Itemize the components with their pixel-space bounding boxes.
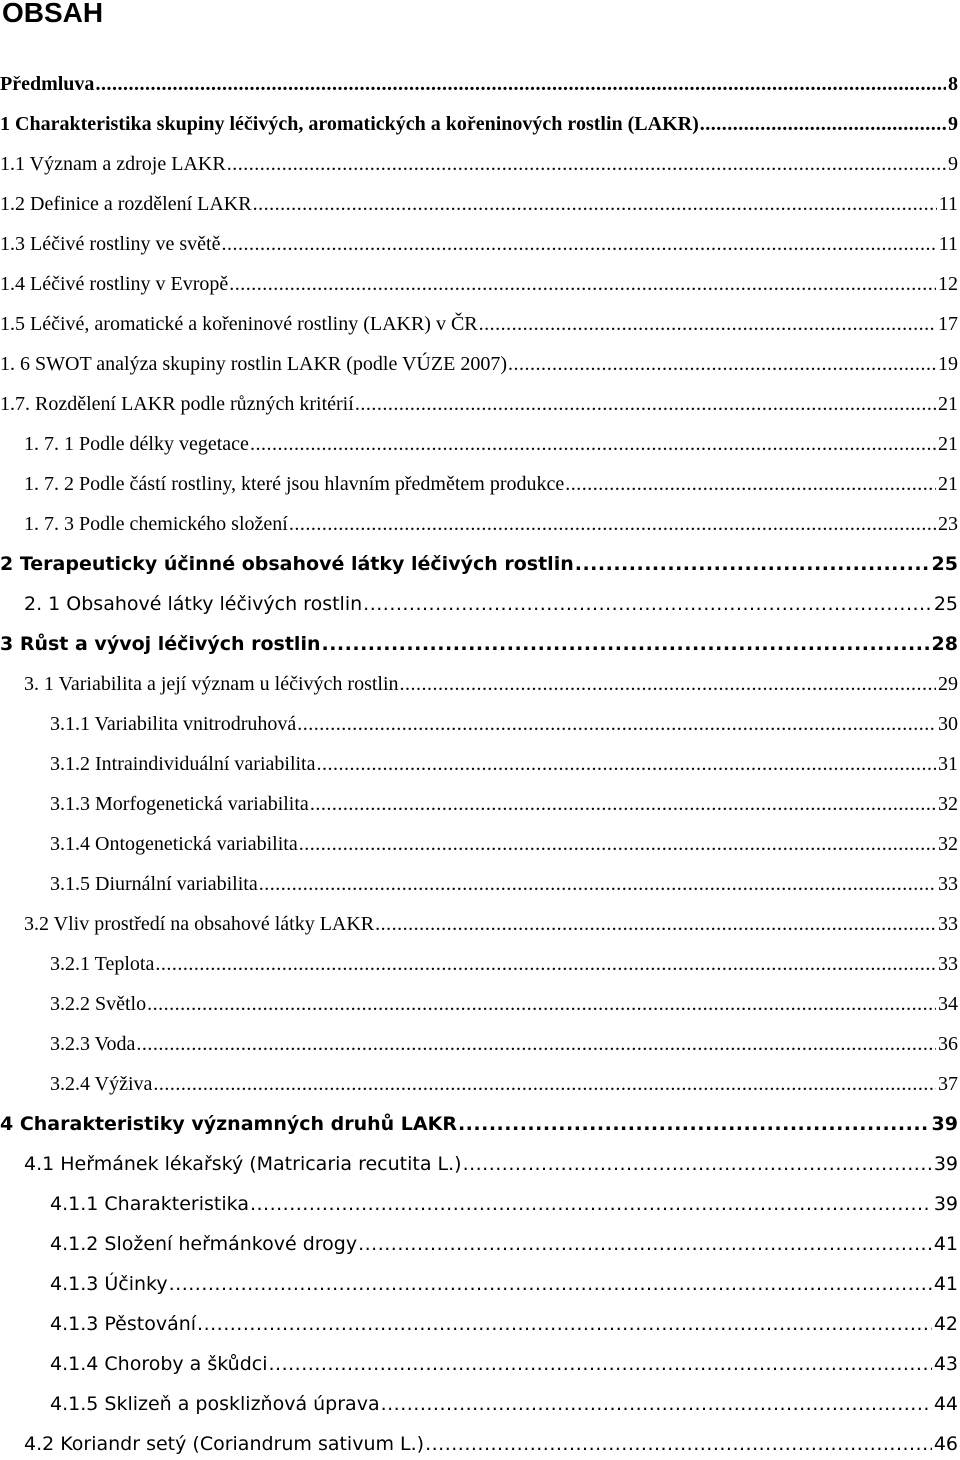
toc-entry-label: 4.1.3 Pěstování [50,1313,197,1335]
toc-entry-label: 1.4 Léčivé rostliny v Evropě [0,273,229,295]
toc-entry-page: 33 [938,913,958,935]
toc-entry-label: 4.1.2 Složení heřmánkové drogy [50,1233,358,1255]
toc-leader-dots [197,1308,932,1340]
toc-entry[interactable] [50,1188,958,1220]
toc-entry[interactable] [50,828,958,860]
toc-entry[interactable] [24,668,958,700]
toc-entry-page: 44 [933,1393,958,1415]
toc-leader-dots [253,188,937,220]
toc-entry-page: 34 [938,993,958,1015]
toc-leader-dots [297,708,936,740]
toc-entry-label: 3. 1 Variabilita a její význam u léčivých rostlin [24,673,399,695]
toc-entry-label: 3.2.4 Výživa [50,1073,153,1095]
toc-entry[interactable] [50,748,958,780]
toc-leader-dots [95,68,946,100]
toc-entry-label: 4.2 Koriandr setý (Coriandrum sativum L.) [24,1433,425,1455]
toc-leader-dots [700,108,946,140]
toc-entry-page: 39 [931,1113,958,1135]
toc-entry-page: 11 [938,233,958,255]
toc-entry-label: 4.1.1 Charakteristika [50,1193,249,1215]
toc-entry[interactable] [24,1428,958,1460]
toc-leader-dots [479,308,936,340]
toc-entry-label: 4.1.3 Účinky [50,1273,168,1295]
toc-entry[interactable] [50,1228,958,1260]
toc-entry[interactable] [0,628,958,660]
toc-leader-dots [317,748,937,780]
toc-entry-page: 19 [938,353,958,375]
toc-leader-dots [250,1188,932,1220]
toc-entry-page: 17 [938,313,958,335]
toc-entry[interactable] [50,1348,958,1380]
toc-entry-label: 3.1.4 Ontogenetická variabilita [50,833,298,855]
toc-entry-page: 42 [933,1313,958,1335]
toc-entry-label: 4.1.4 Choroby a škůdci [50,1353,268,1375]
toc-leader-dots [222,228,937,260]
toc-entry-label: 1.5 Léčivé, aromatické a kořeninové rostliny (LAKR) v ČR [0,313,478,335]
toc-entry-label: 4 Charakteristiky významných druhů LAKR [0,1113,457,1135]
toc-leader-dots [169,1268,932,1300]
toc-entry-label: 1.1 Význam a zdroje LAKR [0,153,226,175]
toc-entry-label: 3.2.3 Voda [50,1033,136,1055]
toc-entry[interactable] [24,428,958,460]
toc-entry-label: 2 Terapeuticky účinné obsahové látky léčivých rostlin [0,553,574,575]
toc-entry-page: 33 [938,873,958,895]
toc-entry-page: 30 [938,713,958,735]
toc-entry[interactable] [50,1268,958,1300]
toc-entry-page: 9 [948,153,958,175]
toc-entry-label: 1.3 Léčivé rostliny ve světě [0,233,221,255]
toc-entry-page: 21 [938,473,958,495]
toc-leader-dots [375,908,936,940]
toc-leader-dots [299,828,936,860]
toc-entry[interactable] [0,108,958,140]
toc-entry[interactable] [0,308,958,340]
toc-entry-page: 25 [933,593,958,615]
toc-entry-page: 21 [938,433,958,455]
toc-entry-page: 46 [933,1433,958,1455]
toc-entry[interactable] [24,588,958,620]
toc-entry[interactable] [24,468,958,500]
toc-entry-label: 1.2 Definice a rozdělení LAKR [0,193,252,215]
toc-leader-dots [289,508,936,540]
toc-leader-dots [363,588,932,620]
toc-entry-page: 31 [938,753,958,775]
toc-leader-dots [310,788,936,820]
toc-leader-dots [508,348,936,380]
toc-entry-page: 32 [938,793,958,815]
toc-entry[interactable] [50,948,958,980]
toc-entry-label: 3.1.1 Variabilita vnitrodruhová [50,713,297,735]
toc-entry-page: 37 [938,1073,958,1095]
toc-entry[interactable] [50,1388,958,1420]
toc-entry[interactable] [0,268,958,300]
toc-leader-dots [259,868,936,900]
toc-entry-label: 3.1.3 Morfogenetická variabilita [50,793,309,815]
toc-entry-page: 33 [938,953,958,975]
toc-entry-page: 25 [931,553,958,575]
toc-entry-page: 28 [931,633,958,655]
toc-entry-page: 39 [933,1193,958,1215]
toc-entry-page: 9 [948,113,958,135]
toc-entry[interactable] [50,788,958,820]
toc-entry-page: 12 [938,273,958,295]
toc-entry-label: 1.7. Rozdělení LAKR podle různých kritérií [0,393,354,415]
toc-leader-dots [155,948,936,980]
toc-entry[interactable] [50,1068,958,1100]
toc-entry-page: 8 [948,73,958,95]
toc-entry[interactable] [50,1308,958,1340]
toc-entry[interactable] [24,508,958,540]
toc-entry[interactable] [24,1148,958,1180]
toc-entry-label: 2. 1 Obsahové látky léčivých rostlin [24,593,363,615]
toc-leader-dots [358,1228,932,1260]
toc-leader-dots [250,428,936,460]
toc-entry[interactable] [0,228,958,260]
toc-entry-page: 32 [938,833,958,855]
toc-entry[interactable] [0,348,958,380]
toc-leader-dots [229,268,936,300]
toc-entry[interactable] [50,868,958,900]
toc-entry-label: Předmluva [0,73,95,95]
toc-entry-page: 23 [938,513,958,535]
toc-entry[interactable] [50,988,958,1020]
toc-entry-label: 3.2.1 Teplota [50,953,155,975]
toc-leader-dots [355,388,936,420]
toc-entry[interactable] [24,908,958,940]
toc-leader-dots [458,1108,930,1140]
toc-entry-label: 3.1.2 Intraindividuální variabilita [50,753,316,775]
toc-entry-label: 1. 7. 3 Podle chemického složení [24,513,288,535]
page-title: OBSAH [2,0,104,28]
toc-entry-page: 21 [938,393,958,415]
toc-entry-label: 1 Charakteristika skupiny léčivých, aromatických a kořeninových rostlin (LAKR) [0,113,699,135]
toc-leader-dots [565,468,936,500]
toc-entry-page: 41 [933,1233,958,1255]
toc-entry-label: 1. 6 SWOT analýza skupiny rostlin LAKR (podle VÚZE 2007) [0,353,507,375]
toc-leader-dots [153,1068,936,1100]
toc-leader-dots [463,1148,932,1180]
toc-entry-page: 43 [933,1353,958,1375]
toc-entry-label: 1. 7. 1 Podle délky vegetace [24,433,249,455]
toc-entry-label: 3 Růst a vývoj léčivých rostlin [0,633,321,655]
toc-leader-dots [147,988,936,1020]
toc-entry[interactable] [0,548,958,580]
toc-entry[interactable] [0,68,958,100]
toc-entry[interactable] [0,388,958,420]
toc-entry[interactable] [0,188,958,220]
toc-leader-dots [269,1348,932,1380]
toc-leader-dots [425,1428,932,1460]
toc-leader-dots [322,628,930,660]
toc-entry-page: 41 [933,1273,958,1295]
toc-entry[interactable] [50,1028,958,1060]
toc-entry-page: 29 [938,673,958,695]
toc-leader-dots [381,1388,932,1420]
toc-entry-page: 11 [938,193,958,215]
toc-entry[interactable] [0,148,958,180]
toc-entry-page: 36 [938,1033,958,1055]
toc-entry-label: 3.1.5 Diurnální variabilita [50,873,258,895]
toc-entry[interactable] [0,1108,958,1140]
toc-leader-dots [400,668,936,700]
toc-entry-label: 3.2 Vliv prostředí na obsahové látky LAKR [24,913,375,935]
toc-entry-label: 4.1.5 Sklizeň a posklizňová úprava [50,1393,380,1415]
toc-leader-dots [136,1028,936,1060]
toc-entry-label: 4.1 Heřmánek lékařský (Matricaria recutita L.) [24,1153,462,1175]
toc-leader-dots [227,148,946,180]
toc-leader-dots [575,548,930,580]
toc-entry[interactable] [50,708,958,740]
toc-entry-label: 1. 7. 2 Podle částí rostliny, které jsou hlavním předmětem produkce [24,473,565,495]
toc-entry-page: 39 [933,1153,958,1175]
toc-entry-label: 3.2.2 Světlo [50,993,147,1015]
